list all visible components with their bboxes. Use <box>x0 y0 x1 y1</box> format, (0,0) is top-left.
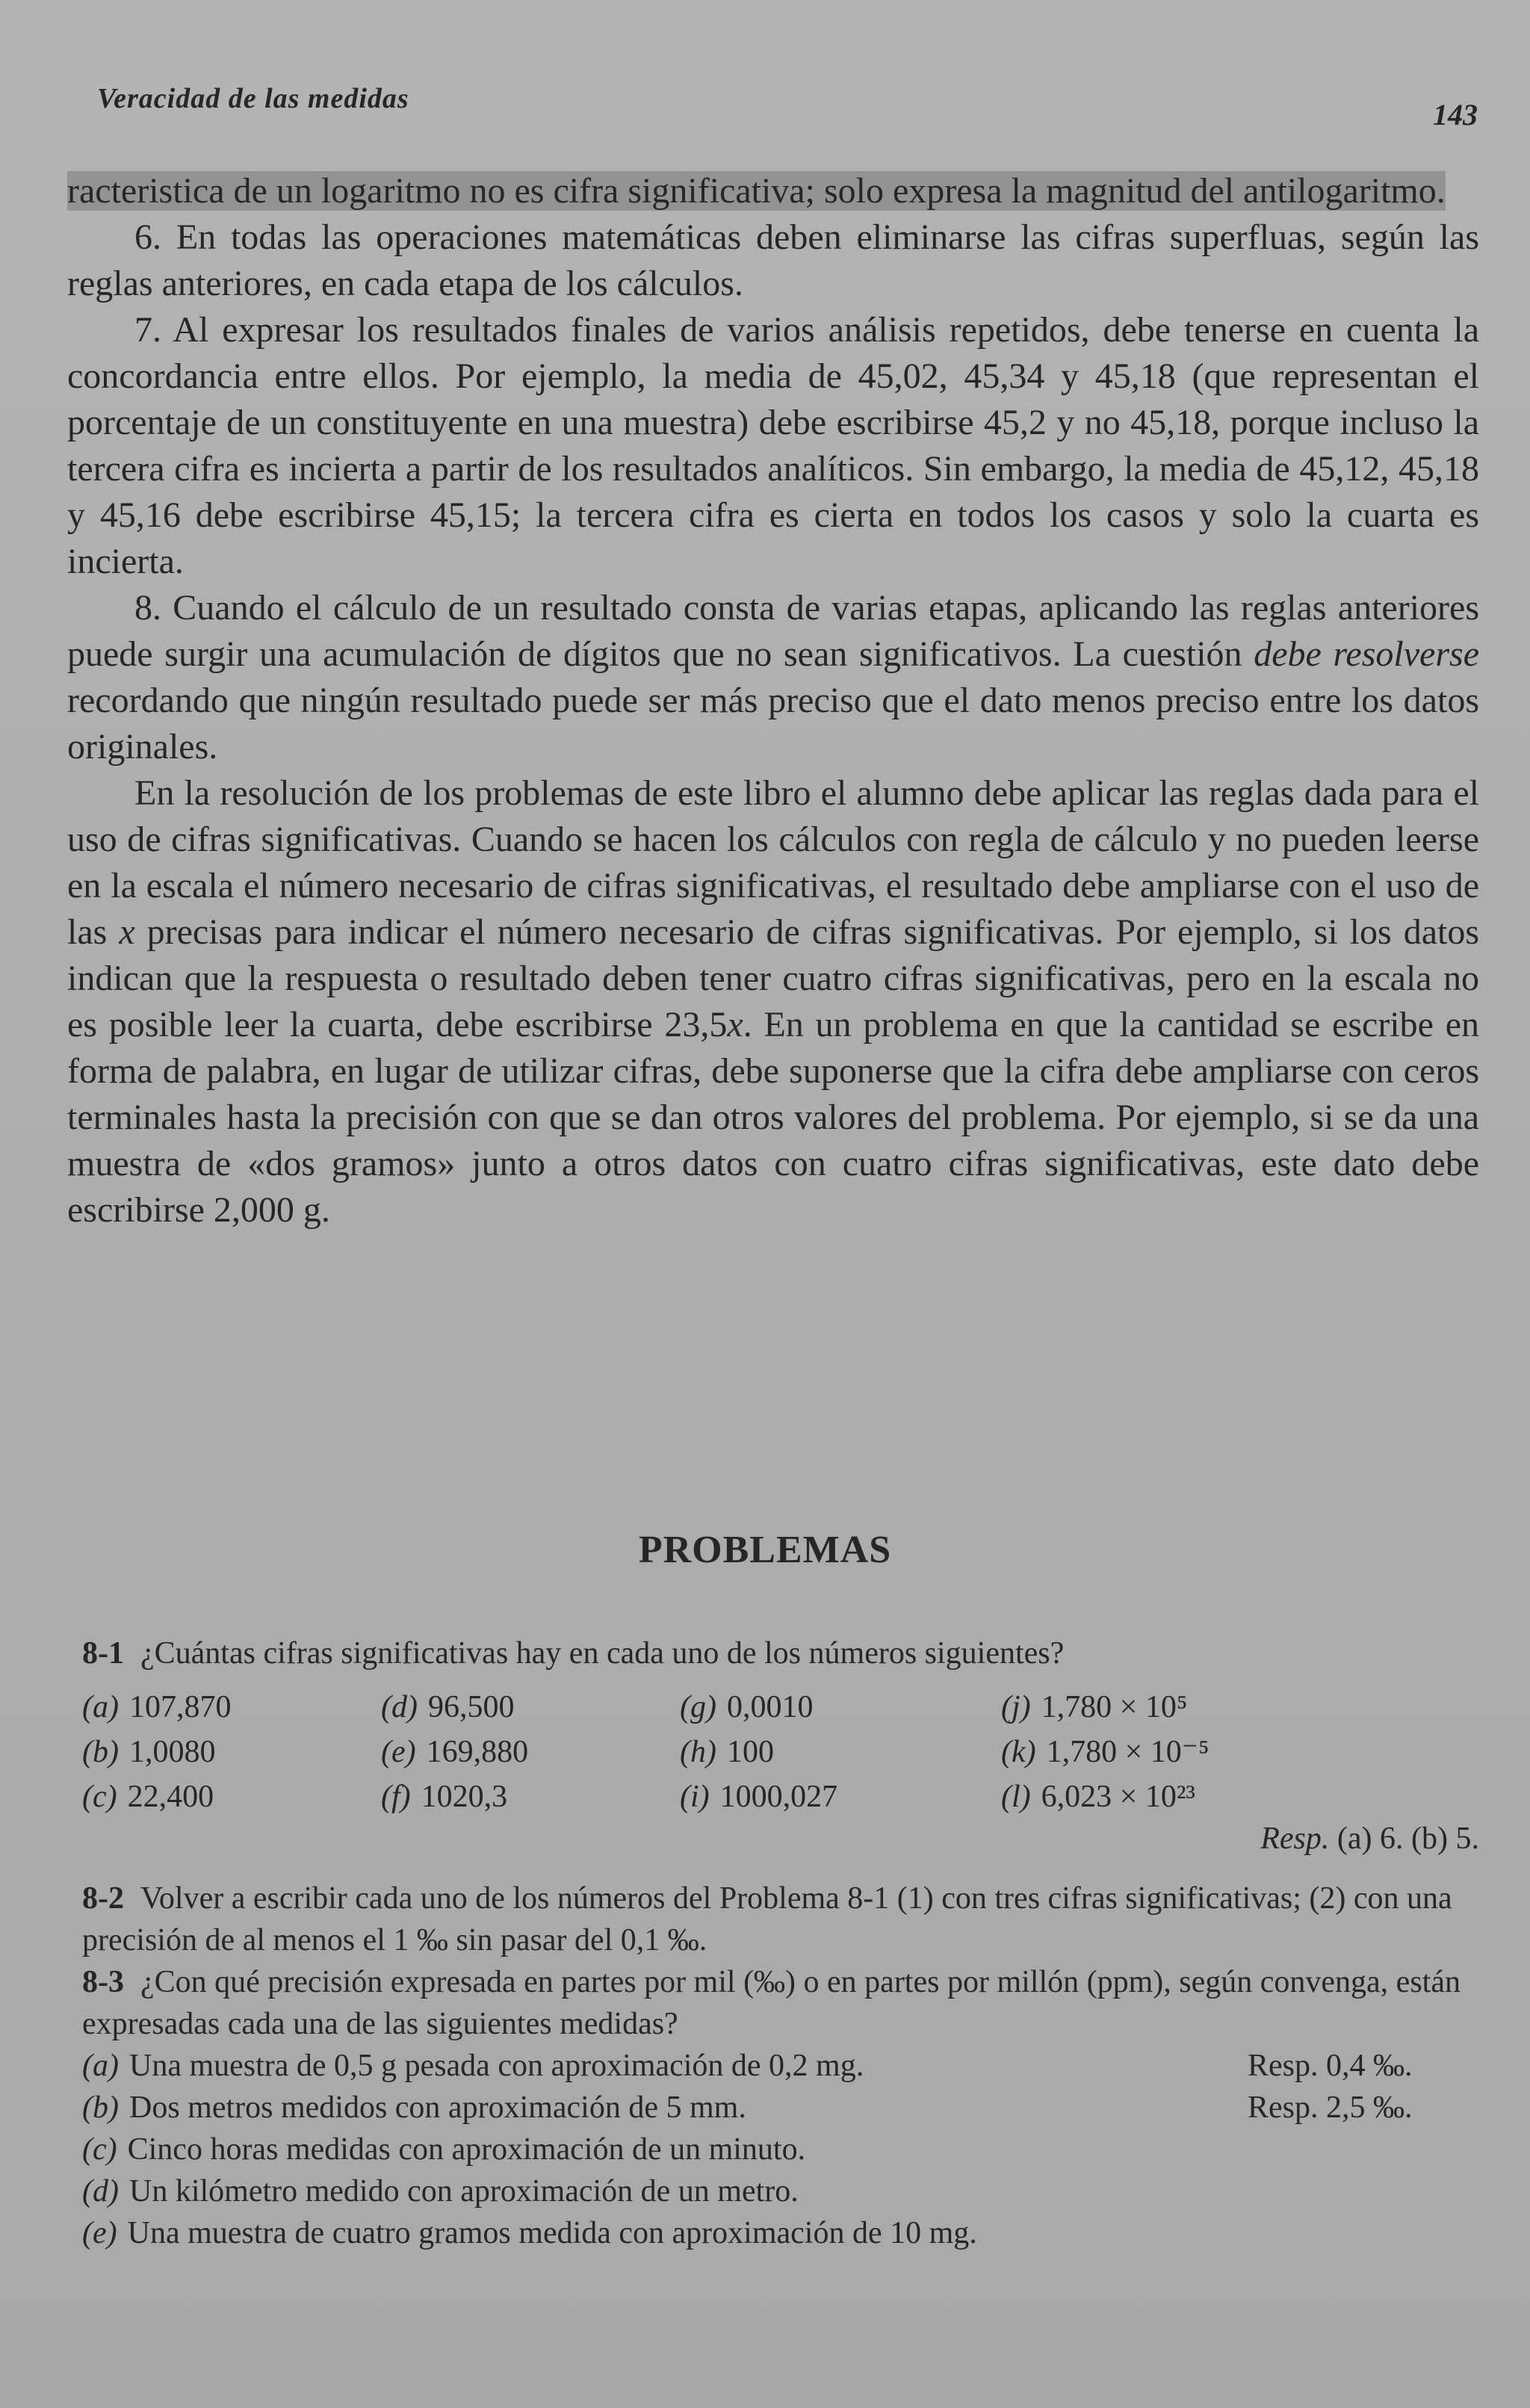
answer-label: Resp. <box>1260 1822 1330 1856</box>
sub-item-text: Una muestra de cuatro gramos medida con aproximación de 10 mg. <box>127 2216 977 2250</box>
problem-number: 8-2 <box>82 1881 124 1916</box>
answer-text: (a) 6. (b) 5. <box>1337 1822 1479 1856</box>
option-letter: (e) <box>381 1735 416 1769</box>
option-c <box>82 1776 381 1818</box>
problem-number: 8-3 <box>82 1965 124 1999</box>
option-e <box>381 1731 680 1773</box>
sub-items <box>82 2045 1487 2254</box>
option-letter: (k) <box>1001 1735 1036 1769</box>
rule-8-text-b: recordando que ningún resultado puede ser más preciso que el dato menos preciso entre los datos originales. <box>67 681 1479 767</box>
sub-item-answer <box>1248 2129 1487 2170</box>
sub-item-e <box>82 2212 1487 2254</box>
option-d <box>381 1686 680 1728</box>
option-value: 169,880 <box>426 1735 529 1769</box>
option-letter: (d) <box>381 1690 418 1724</box>
option-value: 1,780 × 10⁻⁵ <box>1046 1735 1210 1769</box>
problem-number: 8-1 <box>82 1636 124 1671</box>
option-a <box>82 1686 381 1728</box>
guidance-x: x <box>119 912 135 952</box>
option-letter: (a) <box>82 1690 119 1724</box>
sub-item-letter: (d) <box>82 2174 119 2209</box>
option-value: 1,0080 <box>128 1735 216 1769</box>
option-l <box>1001 1776 1419 1818</box>
options-grid <box>82 1686 1487 1818</box>
problems-list <box>82 1632 1487 2254</box>
rule-8-emphasis: debe resolverse <box>1254 634 1480 674</box>
highlighted-text: racteristica de un logaritmo no es cifra significativa; solo expresa la magnitud del antilogaritmo. <box>67 171 1446 211</box>
rule-8-text-a: 8. Cuando el cálculo de un resultado consta de varias etapas, aplicando las reglas anteriores puede surgir una acumulación de dígitos que no sean significativos. La cuestión <box>67 588 1479 674</box>
page-header <box>97 75 1478 134</box>
body-text <box>67 168 1479 1234</box>
problem-text: ¿Cuántas cifras significativas hay en cada uno de los números siguientes? <box>140 1636 1065 1671</box>
guidance-text-b: precisas para indicar el número necesario de cifras significativas. Por ejemplo, si los datos indican que la respuesta o resultado deben tener cuatro cifras significativas, pero en la escala no es posible leer la cuarta, debe escribirse 23,5 <box>67 912 1480 1044</box>
sub-item-a <box>82 2045 1487 2087</box>
problem-8-3 <box>82 1961 1487 2254</box>
option-letter: (c) <box>82 1780 117 1814</box>
sub-item-text: Un kilómetro medido con aproximación de un metro. <box>128 2174 799 2209</box>
option-value: 100 <box>726 1735 774 1769</box>
guidance-x-2: x <box>727 1005 743 1044</box>
sub-item-b <box>82 2087 1487 2129</box>
sub-item-letter: (c) <box>82 2132 117 2167</box>
sub-item-letter: (e) <box>82 2216 117 2250</box>
problem-text: Volver a escribir cada uno de los números del Problema 8-1 (1) con tres cifras significativas; (2) con una precisión de al menos el 1 ‰ sin pasar del 0,1 ‰. <box>82 1881 1452 1957</box>
option-value: 22,400 <box>127 1780 214 1814</box>
paragraph-rule-6: 6. En todas las operaciones matemáticas deben eliminarse las cifras superfluas, según las reglas anteriores, en cada etapa de los cálculos. <box>67 217 1479 303</box>
problem-8-2 <box>82 1878 1487 1961</box>
guidance-text-a: En la resolución de los problemas de este libro el alumno debe aplicar las reglas dada para el uso de cifras significativas. Cuando se hacen los cálculos con regla de cálculo y no pueden leerse en la escala el número necesario de cifras significativas, el resultado debe ampliarse con el uso de las <box>67 773 1479 952</box>
option-letter: (b) <box>82 1735 119 1769</box>
option-value: 107,870 <box>128 1690 232 1724</box>
paragraph-rule-7: 7. Al expresar los resultados finales de varios análisis repetidos, debe tenerse en cuenta la concordancia entre ellos. Por ejemplo, la media de 45,02, 45,34 y 45,18 (que representan el porcentaje de un constituyente en una muestra) debe escribirse 45,2 y no 45,18, porque incluso la tercera cifra es incierta a partir de los resultados analíticos. Sin embargo, la media de 45,12, 45,18 y 45,16 debe escribirse 45,15; la tercera cifra es cierta en todos los casos y solo la cuarta es incierta. <box>67 310 1479 581</box>
sub-item-letter: (b) <box>82 2090 119 2125</box>
option-letter: (i) <box>680 1780 710 1814</box>
problem-text: ¿Con qué precisión expresada en partes por mil (‰) o en partes por millón (ppm), según convenga, están expresadas cada una de las siguientes medidas? <box>82 1965 1461 2041</box>
section-title: PROBLEMAS <box>638 1529 892 1571</box>
option-h <box>680 1731 1001 1773</box>
sub-item-letter: (a) <box>82 2049 119 2083</box>
problem-8-1 <box>82 1632 1487 1860</box>
sub-item-text: Una muestra de 0,5 g pesada con aproximación de 0,2 mg. <box>128 2049 864 2083</box>
option-letter: (g) <box>680 1690 716 1724</box>
paragraph-problem-guidance <box>67 770 1479 1234</box>
option-letter: (l) <box>1001 1780 1031 1814</box>
sub-item-answer: Resp. 0,4 ‰. <box>1248 2049 1413 2083</box>
option-g <box>680 1686 1001 1728</box>
sub-item-d <box>82 2170 1487 2212</box>
answer-line <box>82 1818 1479 1860</box>
sub-item-answer: Resp. 2,5 ‰. <box>1248 2090 1413 2125</box>
guidance-text-c: . En un problema en que la cantidad se escribe en forma de palabra, en lugar de utilizar cifras, debe suponerse que la cifra debe ampliarse con ceros terminales hasta la precisión con que se dan otros valores del problema. Por ejemplo, si se da una muestra de «dos gramos» junto a otros datos con cuatro cifras significativas, este dato debe escribirse 2,000 g. <box>67 1005 1480 1230</box>
sub-item-answer <box>1248 2170 1487 2212</box>
option-value: 1020,3 <box>421 1780 508 1814</box>
running-title: Veracidad de las medidas <box>97 83 409 114</box>
option-b <box>82 1731 381 1773</box>
option-f <box>381 1776 680 1818</box>
page-number: 143 <box>1433 98 1478 131</box>
option-value: 1000,027 <box>719 1780 838 1814</box>
sub-item-answer <box>1248 2212 1487 2254</box>
sub-item-text: Dos metros medidos con aproximación de 5 mm. <box>128 2090 746 2125</box>
paragraph-logarithm <box>67 168 1479 214</box>
option-value: 0,0010 <box>726 1690 814 1724</box>
option-k <box>1001 1731 1419 1773</box>
option-i <box>680 1776 1001 1818</box>
option-j <box>1001 1686 1419 1728</box>
sub-item-text: Cinco horas medidas con aproximación de un minuto. <box>127 2132 806 2167</box>
paragraph-rule-8 <box>67 585 1479 770</box>
option-letter: (j) <box>1001 1690 1031 1724</box>
option-value: 6,023 × 10²³ <box>1041 1780 1196 1814</box>
option-value: 96,500 <box>427 1690 515 1724</box>
option-letter: (f) <box>381 1780 411 1814</box>
option-letter: (h) <box>680 1735 716 1769</box>
sub-item-c <box>82 2129 1487 2170</box>
option-value: 1,780 × 10⁵ <box>1041 1690 1188 1724</box>
